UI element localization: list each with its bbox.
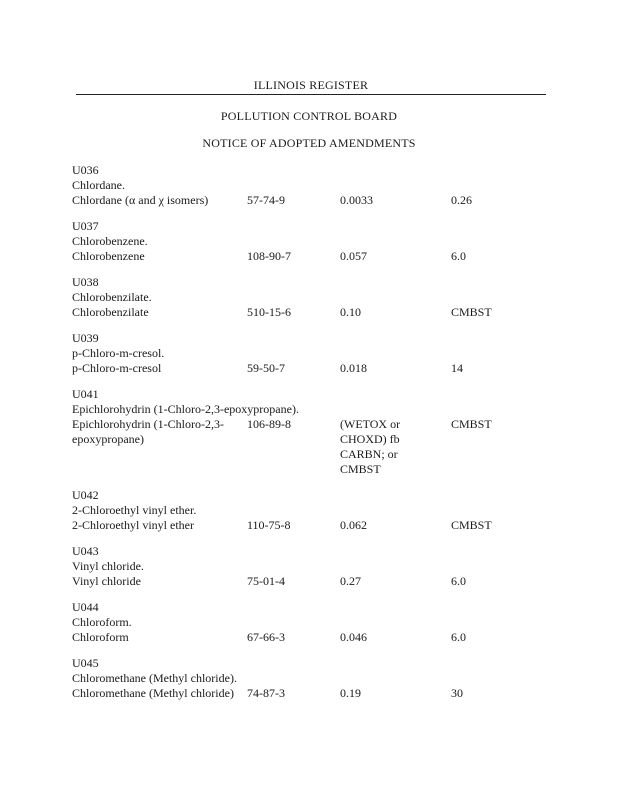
cas-number: 67-66-3: [247, 630, 285, 644]
waste-category: 2-Chloroethyl vinyl ether.: [72, 503, 197, 517]
nonwastewater-standard: CMBST: [451, 518, 492, 532]
constituent-name: Vinyl chloride: [72, 574, 141, 588]
waste-code: U045: [72, 656, 99, 670]
waste-category-row: [72, 671, 552, 686]
waste-category-row: [72, 503, 552, 518]
waste-code-row: [72, 600, 552, 615]
nonwastewater-standard: 30: [451, 686, 463, 700]
waste-code-row: [72, 163, 552, 178]
constituent-name: 2-Chloroethyl vinyl ether: [72, 518, 194, 532]
waste-category-row: [72, 559, 552, 574]
waste-code: U039: [72, 331, 99, 345]
waste-code: U043: [72, 544, 99, 558]
waste-code-row: [72, 544, 552, 559]
waste-code-row: [72, 275, 552, 290]
waste-code: U041: [72, 387, 99, 401]
constituent-row: [72, 630, 552, 645]
constituent-row: [72, 361, 552, 376]
constituent-row: [72, 574, 552, 589]
wastewater-standard: 0.057: [340, 249, 367, 263]
waste-code: U037: [72, 219, 99, 233]
board-title: POLLUTION CONTROL BOARD: [220, 109, 398, 123]
wastewater-standard: 0.27: [340, 574, 361, 588]
waste-code-row: [72, 331, 552, 346]
waste-code: U044: [72, 600, 99, 614]
waste-entry: [72, 544, 552, 589]
constituent-row: [72, 518, 552, 533]
constituent-row: [72, 193, 552, 208]
cas-number: 57-74-9: [247, 193, 285, 207]
waste-code: U042: [72, 488, 99, 502]
constituent-name: Chlordane (α and χ isomers): [72, 193, 209, 207]
nonwastewater-standard: CMBST: [451, 417, 492, 431]
waste-category: Chloromethane (Methyl chloride).: [72, 671, 237, 685]
waste-code-row: [72, 219, 552, 234]
wastewater-standard: 0.10: [340, 305, 361, 319]
notice-title: NOTICE OF ADOPTED AMENDMENTS: [202, 136, 416, 150]
constituent-name: Chlorobenzilate: [72, 305, 149, 319]
wastewater-standard: 0.0033: [340, 193, 373, 207]
wastewater-standard: (WETOX or CHOXD) fb CARBN; or CMBST: [340, 417, 401, 476]
wastewater-standard: 0.018: [340, 361, 367, 375]
waste-code-row: [72, 488, 552, 503]
constituent-name: Chloromethane (Methyl chloride): [72, 686, 234, 700]
waste-code-row: [72, 387, 552, 402]
waste-category: Chloroform.: [72, 615, 132, 629]
waste-entry: [72, 656, 552, 716]
waste-category: Vinyl chloride.: [72, 559, 144, 573]
waste-category-row: [72, 290, 552, 305]
waste-entry: [72, 488, 552, 533]
nonwastewater-standard: 6.0: [451, 249, 466, 263]
waste-category: Epichlorohydrin (1-Chloro-2,3-epoxypropane).: [72, 402, 299, 416]
constituent-name: p-Chloro-m-cresol: [72, 361, 162, 375]
cas-number: 75-01-4: [247, 574, 285, 588]
waste-category-row: [72, 234, 552, 249]
nonwastewater-standard: 0.26: [451, 193, 472, 207]
cas-number: 74-87-3: [247, 686, 285, 700]
wastewater-standard: 0.19: [340, 686, 361, 700]
waste-code: U038: [72, 275, 99, 289]
waste-category: Chlorobenzene.: [72, 234, 148, 248]
waste-category-row: [72, 346, 552, 361]
nonwastewater-standard: CMBST: [451, 305, 492, 319]
waste-entry: [72, 331, 552, 376]
register-title: ILLINOIS REGISTER: [253, 78, 369, 92]
cas-number: 106-89-8: [247, 417, 291, 431]
waste-category: p-Chloro-m-cresol.: [72, 346, 165, 360]
constituent-name: Chloroform: [72, 630, 129, 644]
constituent-name: Chlorobenzene: [72, 249, 145, 263]
nonwastewater-standard: 6.0: [451, 574, 466, 588]
constituent-row: [72, 417, 552, 477]
constituent-name: Epichlorohydrin (1-Chloro-2,3-epoxypropane): [72, 417, 224, 446]
waste-entry: [72, 387, 552, 477]
waste-entry: [72, 275, 552, 320]
cas-number: 510-15-6: [247, 305, 291, 319]
waste-category-row: [72, 402, 552, 417]
waste-category-row: [72, 615, 552, 630]
waste-code-row: [72, 656, 552, 671]
cas-number: 59-50-7: [247, 361, 285, 375]
waste-code: U036: [72, 163, 99, 177]
waste-entry: [72, 600, 552, 645]
constituent-row: [72, 686, 552, 716]
header-rule: [76, 94, 546, 95]
waste-category: Chlorobenzilate.: [72, 290, 152, 304]
nonwastewater-standard: 14: [451, 361, 463, 375]
cas-number: 110-75-8: [247, 518, 291, 532]
cas-number: 108-90-7: [247, 249, 291, 263]
waste-category-row: [72, 178, 552, 193]
wastewater-standard: 0.062: [340, 518, 367, 532]
nonwastewater-standard: 6.0: [451, 630, 466, 644]
waste-code-table: [72, 163, 552, 727]
register-header: [76, 78, 546, 95]
waste-entry: [72, 219, 552, 264]
waste-category: Chlordane.: [72, 178, 125, 192]
wastewater-standard: 0.046: [340, 630, 367, 644]
constituent-row: [72, 305, 552, 320]
waste-entry: [72, 163, 552, 208]
constituent-row: [72, 249, 552, 264]
